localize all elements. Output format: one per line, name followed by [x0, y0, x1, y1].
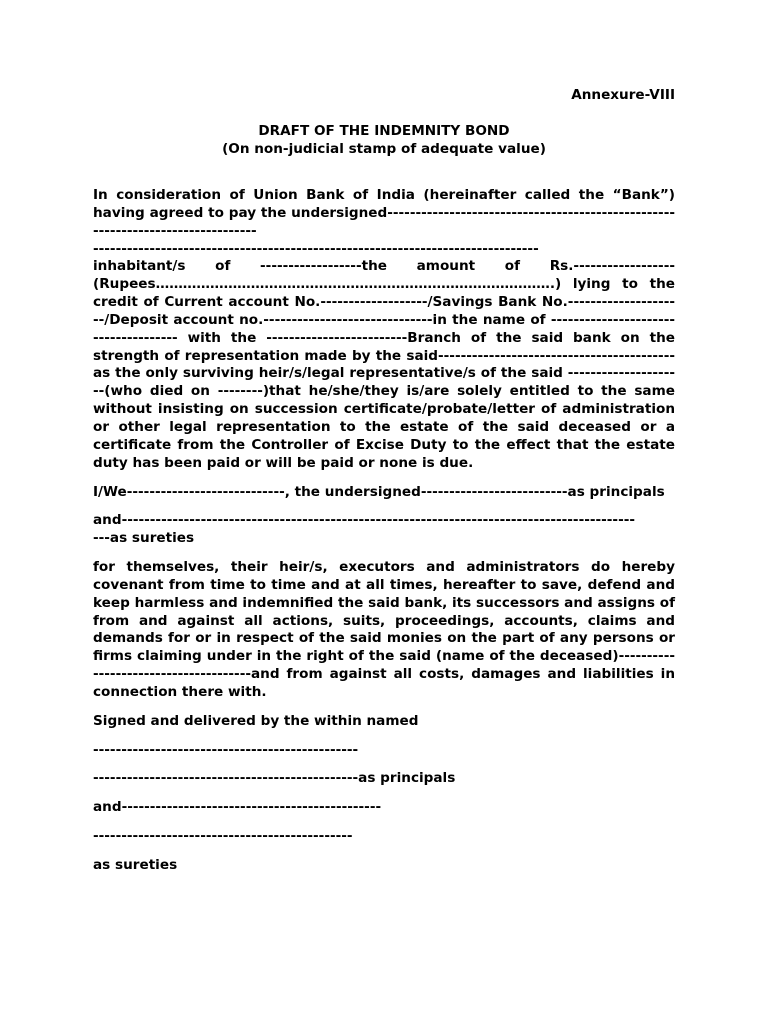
annexure-label: Annexure-VIII [571, 87, 675, 103]
sureties-paragraph [93, 512, 675, 548]
signed-delivered-text: Signed and delivered by the within named [93, 712, 419, 729]
sureties-line-2: ---as sureties [93, 530, 195, 547]
consideration-line-1: In consideration of Union Bank of India (hereinafter called the “Bank”) having agreed to pay the undersigned-------------------------------------------------------------------------------- [93, 187, 675, 239]
as-sureties-label: as sureties [93, 857, 178, 873]
signature-line-principals: -----------------------------------------------as principals [93, 770, 456, 787]
title-line-1: DRAFT OF THE INDEMNITY BOND [258, 123, 510, 139]
document-title [93, 122, 675, 158]
sureties-line-1: and------------------------------------------------------------------------------------------- [93, 512, 635, 529]
consideration-paragraph [93, 187, 675, 473]
signature-line-4: ---------------------------------------------- [93, 828, 353, 845]
signature-line-and: and---------------------------------------------- [93, 799, 382, 816]
bond-body [93, 187, 675, 875]
principals-paragraph: I/We----------------------------, the undersigned--------------------------as principals [93, 483, 665, 500]
consideration-dash-line: ------------------------------------------------------------------------------- [93, 240, 539, 257]
covenant-paragraph: for themselves, their heir/s, executors and administrators do hereby covenant from time to time and at all times, hereafter to save, defend and keep harmless and indemnified the said bank, its successors and assigns of from and against all actions, suits, proceedings, accounts, claims and demands for or in respect of the said monies on the part of any persons or firms claiming under in the right of the said (name of the deceased)--------------------------------------and from against all costs, damages and liabilities in connection there with. [93, 559, 675, 700]
signature-line-1: ----------------------------------------------- [93, 741, 359, 758]
consideration-rest: inhabitant/s of ------------------the amount of Rs.------------------(Rupees…………………………………………………………………………….) lying to the credit of Current account No.-------------------/Savings Bank No.---------------------/Deposit account no.------------------------------in the name of ------------------------------------- with the -------------------------Branch of the said bank on the strength of representation made by the said------------------------------------------as the only surviving heir/s/legal representative/s of the said ---------------------(who died on --------)that he/she/they is/are solely entitled to the same without insisting on succession certificate/probate/letter of administration or other legal representation to the estate of the said deceased or a certificate from the Controller of Excise Duty to the effect that the estate duty has been paid or will be paid or none is due. [93, 258, 675, 471]
title-line-2: (On non-judicial stamp of adequate value) [222, 141, 546, 157]
